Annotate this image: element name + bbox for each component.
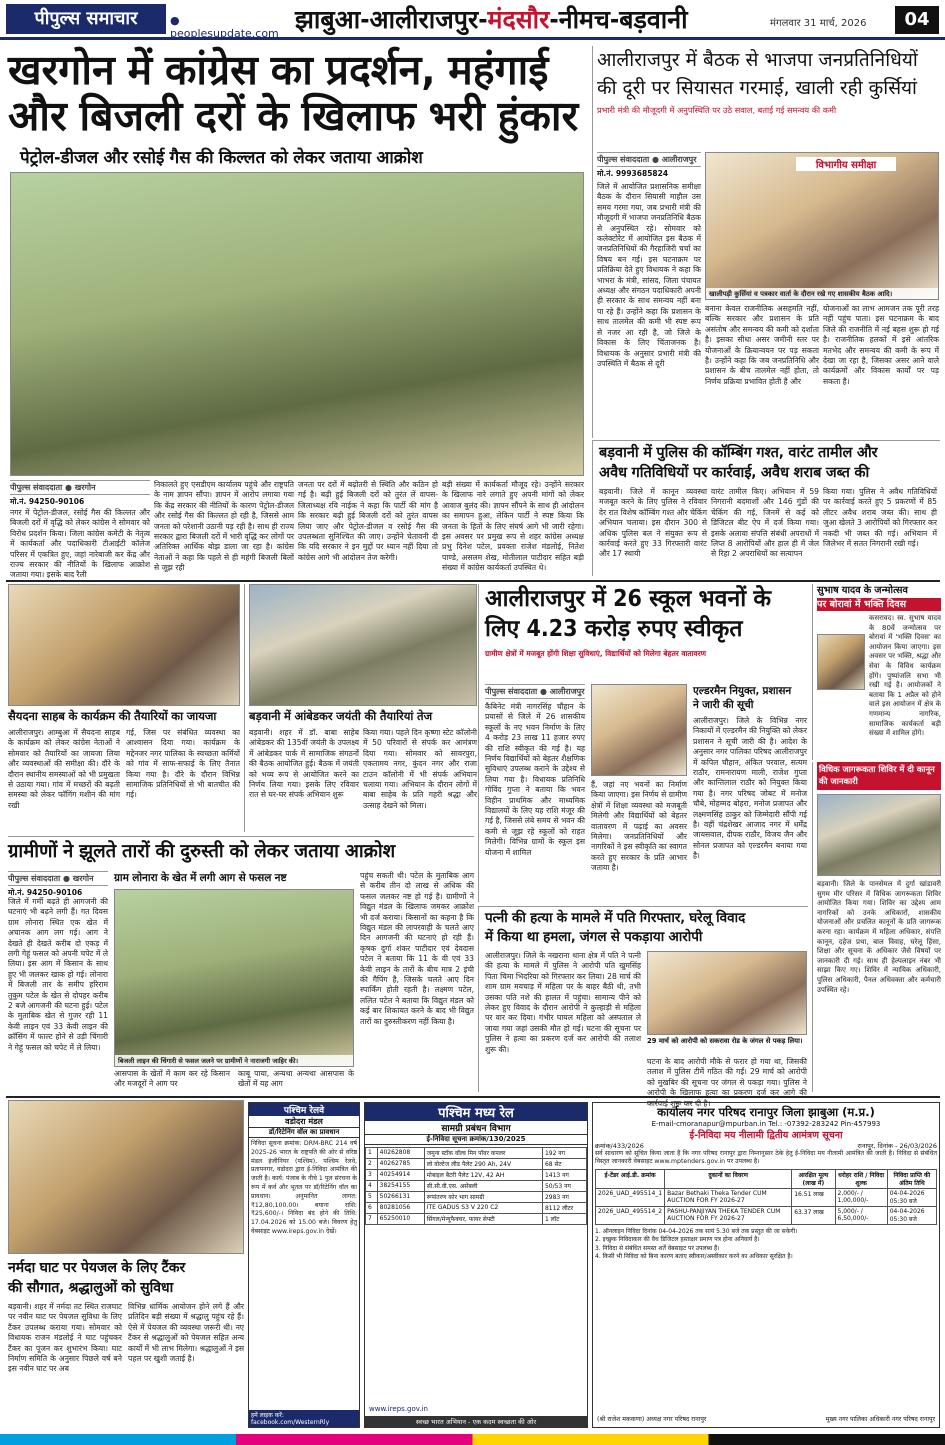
wcr-site[interactable]: www.ireps.gov.in — [369, 1405, 428, 1413]
np-table-cell: 63.37 लाख — [792, 1206, 835, 1224]
alirajpur1-headline-2: की दूरी पर सियासत गरमाई, खाली रही कुर्सियां — [597, 77, 917, 99]
railway-head: डॉ/रिटेनिंग वॉल का प्रावधान — [249, 1127, 359, 1138]
region-title: झाबुआ-आलीराजपुर-मंदसौर-नीमच-बड़वानी — [295, 5, 688, 34]
subhash-portrait — [817, 634, 865, 690]
wcr-sub: सामग्री प्रबंधन विभाग — [441, 1124, 511, 1134]
nagar-parishad-ad — [592, 1102, 940, 1428]
np-table — [595, 1169, 937, 1225]
wcr-table-cell: 65250010 — [377, 1214, 424, 1225]
saiyadan-photo — [8, 584, 240, 706]
murder-photo-caption: 29 मार्च को आरोपी को सकरावा रोड के जंगल से पकड़ लिया। — [647, 1037, 803, 1045]
subhash-title-2: पर बोरावां में भक्ति दिवस — [817, 598, 941, 611]
wcr-table-cell: 5 — [366, 1192, 378, 1203]
saiyadan-story — [8, 584, 240, 832]
alirajpur1-col-1: जिले में आयोजित प्रशासनिक समीक्षा बैठक के दौरान सियासी माहौल उस समय गरमा गया, जब प्रभारी मंत्री की मौजूदगी में भाजपा जनप्रतिनिधि बैठक से अनुपस्थित रहे। सोमवार को कलेक्टोरेट में आयोजित इस बैठक में जनप्रतिनिधियों की गैरहाजिरी चर्चा का विषय बन गई। इस घटनाक्रम पर प्रतिक्रिया देते हुए विधायक ने कहा कि भाभरा के मंत्री, सांसद, जिला पंचायत अध्यक्ष और संगठन पदाधिकारी अपनी ही सरकार के साथ समन्वय नहीं बना पा रहे हैं। उन्होंने कहा कि प्रशासन के साथ तालमेल की कमी भी स्पष्ट रूप से नजर आ रही है, जो जिले के विकास के लिए चिंताजनक है। विधायक के अनुसार प्रभारी मंत्री की उपस्थिति में बैठक से दूरी — [597, 182, 701, 368]
issue-date: मंगलवार 31 मार्च, 2026 — [770, 18, 867, 29]
wires-col-1: जिले में गर्मी बढ़ते ही आगजनी की घटनाएं भी बढ़ने लगी हैं। गत दिवस ग्राम लोनारा स्थित एक खेत में अचानक आग लग गई। आग ने देखते ही देखते करीब दो एकड़ में लगी गेहूं फसल को अपनी चपेट में ले लिया। इस आग में किसान के साथ हुए भी जलकर खाक हो गई। लोनारा में बिजली तार के समीप हरिराम तुकुम पटेल के खेत से दोपहर करीब 2 बजे आगजनी की घटना हुई। पटेल के मुताबिक खेत से गुजर रही 11 केवी लाइन एवं 33 केवी लाइन की क्रॉसिंग में फाल्ट होने से उड़ी चिंगारी ने गेहूं फसल को चपेट में ले लिया। — [8, 897, 108, 1052]
lead-col-3: जनता पर दरों में बढ़ोतरी से स्थिति और कठिन हो गई है। बढ़ी हुई बिजली दरों को तुरंत लें वापस- जिलाध्यक्ष रवि नाईक ने कहा कि पार्टी की मांग है कि सरकार बढ़ी हुई बिजली दरों को तुरंत वापस लिया जाए और पेट्रोल-डीजल व रसोई गैस की उपलब्धता सुनिश्चित की जाए। उन्होंने चेतावनी दी कि यदि सरकार ने इन मुद्दों पर ध्यान नहीं दिया तो कांग्रेस आगे भी आंदोलन तेज करेगी। — [298, 480, 438, 562]
legal-photo — [817, 794, 941, 876]
wcr-table-row — [366, 1159, 587, 1170]
np-table-cell: 2026_UAD_495514_1 — [596, 1188, 665, 1206]
railway-ad — [248, 1102, 360, 1428]
alirajpur-meeting-story — [592, 46, 940, 438]
wires-photo — [114, 889, 354, 1067]
railway-body: निविदा सूचना क्रमांक: DRM-BRC 214 वर्ष 2025-26 भारत के राष्ट्रपति की ओर से वरिष्ठ मंडल इंजीनियर (पश्चिम), पश्चिम रेलवे, प्रतापनगर, वडोदरा द्वारा ई-निविदा आमंत्रित की जाती है। कार्य: पंजाब के नीचे 1 पुल संरचना के रूप में कर्व और भूतल पर डॉ/रिटेनिंग वॉल का प्रावधान। अनुमानित लागत: ₹12,80,100.00। बयाना राशि: ₹25,600/-। निविदा बंद होने की तिथि: 17.04.2026 को 15.00 बजे। विवरण हेतु वेबसाइट www.ireps.gov.in देखें। — [251, 1140, 357, 1235]
np-head: ई-निविदा मय नीलामी द्वितीय आमंत्रण सूचना — [689, 1130, 843, 1141]
bottom-color-bar — [0, 1434, 945, 1445]
wcr-table-cell: 38254155 — [377, 1181, 424, 1192]
masthead-bar — [0, 0, 945, 40]
wires-story — [8, 836, 474, 1092]
subhash-story — [812, 584, 940, 760]
alirajpur1-col-3: योजनाओं का लाभ आमजन तक पूरी तरह नहीं पहुंच पाता। इस घटनाक्रम के बाद जिले की राजनीति में नई बहस शुरू हो गई है। राजनीतिक हलकों में इसे आंतरिक मतभेद और समन्वय की कमी के रूप में देखा जा रहा है, जिसका असर आने वाले कार्यक्रमों और विकास कार्यों पर पड़ सकता है। — [823, 304, 939, 386]
wcr-footer: स्वच्छ भारत अभियान - एक कदम स्वच्छता की ओर — [365, 1416, 587, 1427]
wires-photo-caption: बिजली लाइन की चिंगारी से फसल जलने पर ग्रामीणों ने नाराजगी जाहिर की। — [115, 1055, 353, 1066]
wcr-table-row — [366, 1214, 587, 1225]
np-ref: क्रमांक/433/2026 — [595, 1142, 644, 1150]
police-col-3: किया गया। पुलिस ने अवैध गतिविधियों पर कार्रवाई करते हुए 5 प्रकरणों में 85 लीटर अवैध शराब जब्त की। साथ ही जुआ खेलते 3 आरोपियों को गिरफ्तार कर नकदी भी जब्त की गई। अभियान में जिलेभर में सतत निगरानी रखी गई। — [823, 487, 937, 549]
wcr-table-cell: 1413 नग — [542, 1170, 586, 1181]
np-intro: सर्व साधारण को सूचित किया जाता है कि नगर परिषद रानापुर द्वारा निम्नानुसार ठेके हेतु ई-निविदा मय नीलामी आमंत्रित की जाती है। निविदा से संबंधित विस्तृत जानकारी वेबसाइट www.mptenders.gov.in पर उपलब्ध है। — [595, 1150, 937, 1166]
wcr-table-cell: 8112 लीटर — [542, 1203, 586, 1214]
masthead-title: पीपुल्स समाचार — [34, 8, 138, 29]
wcr-table-cell: 50/53 नग — [542, 1181, 586, 1192]
saiyadan-col-1: आलीराजपुर। आम्बुआ में सैयदना साहब के कार्यक्रम को लेकर कांग्रेस नेताओं ने सोमवार को तैयारियों का जायजा लिया और व्यवस्थाओं की समीक्षा की। दौरे के दौरान स्थानीय समस्याओं को भी प्रमुखता से उठाया गया। गांव में मच्छरों की बढ़ती समस्या को लेकर फॉगिंग मशीन की मांग रखी — [8, 728, 120, 810]
section-divider-2 — [6, 1096, 940, 1098]
nomination-title-1: एल्डरमैन नियुक्त, प्रशासन — [693, 685, 792, 697]
tanker-photo — [8, 1100, 244, 1254]
np-table-header-cell: आरक्षित मूल्य (लाख में) — [792, 1169, 835, 1188]
np-table-cell: 04-04-2026 05:30 बजे — [887, 1206, 936, 1224]
wcr-table-cell: 1 लॉट — [542, 1214, 586, 1225]
np-table-cell: 2026_UAD_495514_2 — [596, 1206, 665, 1224]
police-headline-2: अवैध गतिविधियों पर कार्रवाई, अवैध शराब जब्त की — [599, 465, 870, 481]
np-date: रानापुर, दिनांक - 26/03/2026 — [857, 1142, 937, 1150]
wcr-table-cell: 3 — [366, 1170, 378, 1181]
alirajpur1-col-2: बनाना केवल राजनीतिक असहमति नहीं, बल्कि सरकार और प्रशासन के प्रति असंतोष और समन्वय की कमी को दर्शाता है। इसका सीधा असर जमीनी स्तर पर योजनाओं के क्रियान्वयन पर पड़ सकता है। उन्होंने कहा कि जब जनप्रतिनिधि और प्रशासन के बीच तालमेल नहीं होता, तो निर्णय प्रक्रिया प्रभावित होती है और — [705, 304, 819, 386]
lead-col-4: बड़ी संख्या में कार्यकर्ता मौजूद रहे। उन्होंने सरकार के खिलाफ नारे लगाते हुए अपनी मांगों को लेकर आवाज बुलंद की। ज्ञापन सौंपने के साथ ही आंदोलन का समापन हुआ, लेकिन पार्टी ने स्पष्ट किया कि जनता के हितों के लिए संघर्ष आगे भी जारी रहेगा। इस अवसर पर प्रमुख रूप से शहर कांग्रेस अध्यक्ष प्रभु दिनेश पटेल, प्रवक्ता राजेश मंडलोई, नितेश पाण्डे, असलम शेख, मोतीलाल पाटीदार सहित बड़ी संख्या में कांग्रेस कार्यकर्ता उपस्थित थे। — [442, 480, 584, 573]
murder-col-1: आलीराजपुर। जिले के नखराना थाना क्षेत्र में पति ने पत्नी की हत्या के मामले में पुलिस ने आरोपी पति खुमसिंह पिता चिमा भिदरिया को गिरफ्तार कर लिया। 28 मार्च की शाम ग्राम मयचाड़ में महिला पर के बाहर बैठी थी, तभी उसका पति नशे की हालत में पहुंचा। सामान्य पीने को लेकर हुए विवाद के दौरान आरोपी ने कुल्हाड़ी से महिला पर वार कर दिया। गंभीर घायल महिला को अस्पताल ले जाया गया जहां उसकी मौत हो गई। घटना की सूचना पर पुलिस ने हत्या का प्रकरण दर्ज कर आरोपी की तलाश शुरू की। — [485, 951, 641, 1054]
wires-headline: ग्रामीणों ने झूलते तारों की दुरुस्ती को लेकर जताया आक्रोश — [8, 841, 396, 862]
lead-byline: पीपुल्स संवाददाता ● खरगोन मो.नं. 94250-90106 — [10, 480, 150, 507]
wcr-table-row — [366, 1203, 587, 1214]
tanker-col-2: विभिन्न धार्मिक आयोजन होने लगे हैं और प्रतिदिन बड़ी संख्या में श्रद्धालु पहुंच रहे हैं। ऐसे में पेयजल की व्यवस्था जरूरी थी। नए टैंकर से श्रद्धालुओं को पेयजल सहित अन्य कार्यों में भी लाभ मिलेगा। श्रद्धालुओं ने इस पहल पर खुशी जताई है। — [128, 1302, 244, 1364]
np-table-cell: 16.51 लाख — [792, 1188, 835, 1206]
school-headline-1: आलीराजपुर में 26 स्कूल भवनों के — [485, 586, 772, 612]
alirajpur1-photo — [705, 152, 939, 300]
wires-byline: पीपुल्स संवाददाता ● खरगोन मो.नं. 94250-90106 — [8, 871, 108, 898]
wcr-table-cell: 40254914 — [377, 1170, 424, 1181]
legal-title: विधिक जागरूकता शिविर में दी कानून की जानकारी — [817, 762, 941, 790]
np-table-cell: PASHU-PANJIYAN THEKA TENDER CUM AUCTION FOR FY 2026-27 — [665, 1206, 792, 1224]
legal-story — [812, 762, 940, 1092]
wcr-table-cell: 50266131 — [377, 1192, 424, 1203]
np-table-cell: 5,000/- / 6,50,000/- — [835, 1206, 887, 1224]
wcr-table-cell: ITE GADUS S3 V 220 C2 — [424, 1203, 542, 1214]
np-email: E-mail-cmoranapur@mpurban.in Tel.: -07392-283242 Pin-457993 — [651, 1120, 881, 1128]
website-link[interactable]: ● peoplesupdate.com — [170, 14, 279, 40]
wcr-table-cell: 6 — [366, 1203, 378, 1214]
masthead-logo — [6, 4, 166, 34]
wcr-table-cell: 2 — [366, 1159, 378, 1170]
wcr-table-cell: सी.सी.वी.एस. असेंबली — [424, 1181, 542, 1192]
np-notes — [595, 1228, 937, 1262]
np-sign-1: (श्री राजेश मकवाणा) अध्यक्ष नगर परिषद रानापुर — [597, 1416, 707, 1423]
school-subhead: ग्रामीण क्षेत्रों में मजबूत होंगी शिक्षा सुविधाएं, विद्यार्थियों को मिलेगा बेहतर वातावरण — [485, 649, 707, 658]
subhash-title-1: सुभाष यादव के जन्मोत्सव — [817, 585, 908, 596]
school-headline-2: लिए 4.23 करोड़ रुपए स्वीकृत — [485, 616, 743, 642]
alirajpur1-subhead: प्रभारी मंत्री की मौजूदगी में अनुपस्थिति पर उठे सवाल, बताई गई समन्वय की कमी — [597, 105, 837, 115]
wcr-table-row — [366, 1192, 587, 1203]
wires-subhead: ग्राम लोनारा के खेत में लगी आग से फसल नष्ट — [114, 872, 287, 884]
railway-footer[interactable]: हमें लाइक करें: facebook.com/WesternRly — [249, 1410, 359, 1427]
wires-col-2: आसपास के खेतों में काम कर रहे किसान और मजदूरों ने आग पर — [114, 1069, 230, 1089]
np-title: कार्यालय नगर परिषद रानापुर जिला झाबुआ (म.प्र.) — [657, 1105, 875, 1119]
police-col-2: वारंट तामील किए। अभियान में 59 निगरानी बदमाशों और 146 गुंडों की चेकिंग की गई, जिनमें से कई को डिजिटल बीट ऐप में दर्ज किया गया। इसके अलावा संपत्ति संबंधी अपराधों में लिप्त 8 आरोपियों और हाल ही में जेल से रिहा 2 अपराधियों का सत्यापन — [711, 487, 819, 559]
lead-story — [8, 46, 586, 580]
wcr-table — [365, 1147, 587, 1225]
section-divider — [6, 580, 940, 582]
np-note: 2. इच्छुक निविदाकार की वैध डिजिटल हस्ताक्षर प्रमाण पत्र होना अनिवार्य है। — [595, 1236, 760, 1244]
murder-headline-2: में किया था हमला, जंगल से पकड़ाया आरोपी — [485, 929, 703, 945]
subhash-col: कसरावद। स्व. सुभाष यादव के 80वें जन्मोत्सव पर बोरावां में 'भक्ति दिवस' का आयोजन किया जाएगा। इस अवसर पर भक्ति, श्रद्धा और सेवा के विविध कार्यक्रम होंगे। पुष्पांजलि सभा भी रखी गई है। आयोजकों ने बताया कि 1 अप्रैल को होने वाले इस आयोजन में क्षेत्र के गणमान्य नागरिक, सामाजिक कार्यकर्ता बड़ी संख्या में शामिल होंगे। — [869, 614, 941, 738]
ambedkar-col-1: बड़वानी। शहर में डॉ. बाबा साहेब आंबेडकर की 135वीं जयंती के उपलक्ष्य में आंबेडकर पार्क में सामाजिक संगठनों की बैठक आयोजित हुई। बैठक में जयंती को भव्य रूप से आयोजित करने का निर्णय लिया गया। इसके लिए रविवार रात से घर-घर संपर्क अभियान शुरू — [249, 728, 359, 800]
ambedkar-title: बड़वानी में आंबेडकर जयंती की तैयारियां तेज — [249, 709, 433, 723]
alirajpur1-headline-1: आलीराजपुर में बैठक से भाजपा जनप्रतिनिधियों — [597, 49, 918, 71]
school-story — [478, 584, 808, 902]
np-note: 4. किसी भी निविदा को बिना कारण बताए स्वीकार/अस्वीकार करने का अधिकार सुरक्षित है। — [595, 1253, 793, 1261]
murder-headline-1: पत्नी की हत्या के मामले में पति गिरफ्तार, घरेलू विवाद — [485, 910, 746, 926]
police-col-1: बड़वानी। जिले में कानून व्यवस्था मजबूत करने के लिए पुलिस ने रविवार देर रात विशेष कॉम्बिंग गश्त और चेकिंग अभियान चलाया। इस दौरान 300 से अधिक पुलिस बल ने संयुक्त रूप से कार्रवाई करते हुए 33 गिरफ्तारी वारंट और 17 स्थायी — [599, 487, 707, 559]
page-number: 04 — [895, 6, 939, 34]
wcr-table-cell: 68 सेट — [542, 1159, 586, 1170]
np-table-row — [596, 1188, 937, 1206]
np-note: 3. निविदा से संबंधित समस्त शर्तें वेबसाइट पर उपलब्ध हैं। — [595, 1244, 720, 1252]
photo-banner: विभागीय समीक्षा — [796, 157, 896, 171]
tanker-col-1: बड़वानी। शहर में नर्मदा तट स्थित राजघाट पर नवीन घाट पर पेयजल सुविधा के लिए टैंकर उपलब्ध कराया गया। सोमवार को विधायक राजन मंडलोई ने घाट पहुंचकर टैंकर का पूजन कर शुभारंभ किया। घाट निर्माण समिति के अनुसार पिछले वर्ष बने इस नवीन घाट पर अब — [8, 1302, 122, 1374]
wcr-table-row — [366, 1148, 587, 1159]
alirajpur1-photo-caption: खालीपड़ी कुर्सियां व पत्रकार वार्ता के दौरान रखे गए शासकीय बैठक आदि। — [706, 288, 938, 299]
wcr-table-cell: 1 — [366, 1148, 378, 1159]
wcr-table-cell: 80281056 — [377, 1203, 424, 1214]
tanker-headline-2: की सौगात, श्रद्धालुओं को सुविधा — [8, 1280, 174, 1296]
np-table-header-cell: दुकानों का विवरण — [665, 1169, 792, 1188]
wcr-table-cell: रूपांतरण कोर भाग सामग्री — [424, 1192, 542, 1203]
wcr-table-cell: 40262808 — [377, 1148, 424, 1159]
np-table-header-cell: धरोहर राशि / निविदा शुल्क — [835, 1169, 887, 1188]
ambedkar-col-2: किया गया। पहले दिन कृष्णा स्टेट कॉलोनी में 50 परिवारों से संपर्क कर आमंत्रण दिया गया। सोमवार को सावरपुरा, एकतामय नगर, कुंदन नगर और राजा टाउन कॉलोनी में भी संपर्क अभियान चलाया गया। अभियान के दौरान लोगों में बाबा साहेब के प्रति गहरी श्रद्धा और उत्साह देखने को मिला। — [363, 728, 477, 810]
np-table-cell: 04-04-2026 05:30 बजे — [887, 1188, 936, 1206]
railway-sub: वडोदरा मंडल — [285, 1117, 323, 1126]
globe-icon: ● — [170, 14, 180, 27]
saiyadan-col-2: गई, जिस पर संबंधित व्यवस्था का आश्वासन दिया गया। कार्यक्रम के मद्देनजर नगर पालिका के स्वच्छता कर्मियों को गांव में साफ-सफाई के लिए तैनात किया गया है। दौरे के दौरान विभिन्न सामाजिक प्रतिनिधियों से भी बातचीत की गई। — [126, 728, 240, 800]
lead-headline-2: और बिजली दरों के खिलाफ भरी हुंकार — [8, 92, 579, 140]
wcr-table-cell: लो वोल्टेज लीड पैलेट 290 Ah, 24V — [424, 1159, 542, 1170]
school-col-2: हैं, जहां नए भवनों का निर्माण किया जाएगा। इस निर्णय से ग्रामीण क्षेत्रों में शिक्षा व्यवस्था को मजबूती मिलेगी और विद्यार्थियों को बेहतर वातावरण में पढ़ाई का अवसर मिलेगा। जनप्रतिनिधियों और नागरिकों ने इस स्वीकृति का स्वागत करते हुए सरकार के प्रति आभार जताया है। — [591, 780, 687, 873]
np-note: 1. ऑनलाइन निविदा दिनांक 04-04-2026 तक सायं 5.30 बजे तक प्रस्तुत की जा सकेगी। — [595, 1227, 798, 1235]
school-col-1: कैबिनेट मंत्री नागरसिंह चौहान के प्रयासों से जिले में 26 शासकीय स्कूलों के नए भवन निर्माण के लिए 4 करोड़ 23 लाख 11 हजार रुपए की राशि स्वीकृत की गई है। यह निर्णय विद्यार्थियों को बेहतर शैक्षणिक सुविधाएं उपलब्ध कराने के उद्देश्य से लिया गया है। विधायक प्रतिनिधि गोविंद गुप्ता ने बताया कि भवन विहीन प्राथमिक और माध्यमिक विद्यालयों के लिए यह राशि मंजूर की गई है, जिससे लंबे समय से भवन की कमी से जूझ रहे स्कूलों को राहत मिलेगी। विभिन्न ग्रामों के स्कूल इस योजना में शामिल — [485, 702, 585, 857]
wcr-table-cell: 2983 नग — [542, 1192, 586, 1203]
saiyadan-title: सैयदना साहब के कार्यक्रम की तैयारियों का जायजा — [8, 709, 217, 723]
wcr-table-cell: 192 नग — [542, 1148, 586, 1159]
tanker-headline-1: नर्मदा घाट पर पेयजल के लिए टैंकर — [8, 1260, 186, 1276]
lead-subhead: पेट्रोल-डीजल और रसोई गैस की किल्लत को लेकर जताया आक्रोश — [20, 148, 423, 168]
murder-story — [478, 906, 808, 1108]
murder-photo — [647, 951, 807, 1035]
np-table-header-cell: ई-टेंडर आई.डी. क्रमांक — [596, 1169, 665, 1188]
wcr-title: पश्चिम मध्य रेल — [365, 1103, 587, 1121]
wcr-table-cell: 7 — [366, 1214, 378, 1225]
np-table-header — [596, 1169, 937, 1188]
school-byline: पीपुल्स संवाददाता ● आलीराजपुर — [485, 684, 585, 699]
police-headline-1: बड़वानी में पुलिस की कॉम्बिंग गश्त, वारंट तामील और — [599, 445, 878, 461]
legal-col: बड़वानी। जिले के पानसेमल में दुर्गा खांडावरी सुगम मीर परिसर में विधिक जागरूकता शिविर आयोजित किया गया। शिविर का उद्देश्य आम नागरिकों को उनके अधिकारों, शासकीय योजनाओं और प्रचलित कानूनों के प्रति जागरूक करना रहा। कार्यक्रम में महिला अधिकार, संपत्ति कानून, दहेज प्रथा, बाल विवाह, घरेलू हिंसा, शिक्षा और सूचना के अधिकार जैसे विषयों पर जानकारी दी गई। साथ ही हेल्पलाइन नंबर भी साझा किए गए। शिविर में न्यायिक अधिकारी, पुलिस अधिकारी, पैनल अधिवक्ता और कर्मचारी उपस्थित रहे। — [817, 880, 941, 994]
murder-col-2: घटना के बाद आरोपी मौके से फरार हो गया था, जिसकी तलाश में पुलिस टीमें गठित की गईं। 29 मार्च को आरोपी को मुखबिर की सूचना पर जंगल से पकड़ा गया। पुलिस ने आरोपी के खिलाफ हत्या का प्रकरण दर्ज कर आगे की कार्रवाई शुरू कर दी है। — [647, 1057, 807, 1108]
ambedkar-story — [244, 584, 476, 832]
lead-headline-1: खरगोन में कांग्रेस का प्रदर्शन, महंगाई — [8, 46, 549, 94]
wcr-table-cell: सिंगल/मेन्युफैक्चर, फायर सेफ्टी — [424, 1214, 542, 1225]
np-sign-2: मुख्य नगर पालिका अधिकारी नगर परिषद रानापुर — [825, 1416, 935, 1423]
wcr-notice: ई-निविदा सूचना क्रमांक/130/2025 — [365, 1134, 587, 1145]
wcr-table-cell: 40262785 — [377, 1159, 424, 1170]
wcr-table-cell: मोबाइल बैटरी पैलेट 12V, 42 AH — [424, 1170, 542, 1181]
lead-photo — [10, 172, 584, 476]
police-story — [592, 440, 940, 576]
nomination-col: आलीराजपुर। जिले के विभिन्न नगर निकायों में एल्डरमैन की नियुक्ति को लेकर प्रशासन ने सूची जारी की है। आदेश के अनुसार नगर पालिका परिषद आलीराजपुर में कपिल चौहान, अंकित परवाल, सत्यम राठौर, रामनारायण माली, राजेश गुप्ता और कान्तिलाल राठौर को नियुक्त किया गया है। नगर परिषद जोबट में मनोज चौबे, मोहम्मद बोहरा, मनोज प्रजापत और लक्ष्मणसिंह ठाकुर को जिम्मेदारी सौंपी गई है। वहीं चंद्रशेखर आजाद नगर में धर्मेंद्र जायसवाल, दीपक राठौर, विजय जैन और सोनल प्रजापत को एल्डरमैन बनाया गया है। — [693, 716, 807, 861]
wcr-table-cell: जमुना स्टॉक वॉल्व मिन पॉवर कपलर — [424, 1148, 542, 1159]
school-photo — [591, 684, 687, 776]
ambedkar-photo — [249, 584, 477, 706]
wires-col-3: काबू पाया, अन्यथा अन्यथा आसपास के खेतों में यह आग — [238, 1069, 354, 1089]
tanker-story — [8, 1100, 244, 1430]
alirajpur1-byline: पीपुल्स संवाददाता ● आलीराजपुर मो.नं. 9993685824 — [597, 152, 701, 179]
lead-col-1: नगर में पेट्रोल-डीजल, रसोई गैस की किल्लत और बिजली दरों में वृद्धि को लेकर कांग्रेस ने सोमवार को विरोध प्रदर्शन किया। जिला कांग्रेस कमेटी के नेतृत्व में कार्यकर्ता और पदाधिकारी टीआईटी कॉलेज परिसर में एकत्रित हुए, जहां नारेबाजी कर केंद्र और राज्य सरकार की नीतियों के खिलाफ आक्रोश जताया गया। इसके बाद रैली — [10, 508, 150, 580]
np-table-cell: Bazar Bethaki Theka Tender CUM AUCTION FOR FY 2026-27 — [665, 1188, 792, 1206]
wcr-tender-ad — [364, 1102, 588, 1428]
nomination-title-2: ने जारी की सूची — [693, 699, 754, 711]
np-table-cell: 2,000/- / 1,00,000/- — [835, 1188, 887, 1206]
wcr-table-row — [366, 1181, 587, 1192]
railway-title: पश्चिम रेलवे — [249, 1103, 359, 1116]
wcr-table-row — [366, 1170, 587, 1181]
wcr-table-cell: 4 — [366, 1181, 378, 1192]
np-table-row — [596, 1206, 937, 1224]
np-table-header-cell: निविदा प्राप्ति की अंतिम तिथि — [887, 1169, 936, 1188]
lead-col-2: निकालते हुए एसडीएम कार्यालय पहुंचे और राष्ट्रपति के नाम ज्ञापन सौंपा। ज्ञापन में आरोप लगाया गया कि केंद्र सरकार की नीतियों के कारण पेट्रोल-डीजल और रसोई गैस की किल्लत हो रही है, जिससे आम जनता को परेशानी उठानी पड़ रही है। साथ ही राज्य सरकार द्वारा बिजली दरों में भारी वृद्धि कर लोगों पर अतिरिक्त आर्थिक बोझ डाला जा रहा है। कांग्रेस नेताओं ने कहा कि पहले से ही महंगी बिजली बिलों से जूझ रही — [154, 480, 294, 573]
wires-col-4: पहुंच सकती थी। पटेल के मुताबिक आग से करीब तीन दो लाख से अधिक की फसल जलकर नष्ट हो गई है। ग्रामीणों ने विद्युत मंडल के खिलाफ जमकर आक्रोश भी दर्ज कराया। किसानों का कहना है कि विद्युत मंडल की लापरवाही के चलते आए दिन आगजनी की घटनाएं हो रही हैं। कृषक दुर्गा शंकर पाटीदार एवं देवदास पटेल ने बताया कि 11 के वी एवं 33 केवी लाइन के तारों के बीच मात्र 2 इंची की गैपिंग है, जिसके चलते आए दिन स्पार्किंग होती रहती है। लक्ष्मण पटेल, ललित पटेल ने बताया कि विद्युत मंडल को कई बार शिकायत करने के बाद भी विद्युत तारों का दुरुस्तीकरण नहीं किया है। — [360, 871, 474, 1026]
